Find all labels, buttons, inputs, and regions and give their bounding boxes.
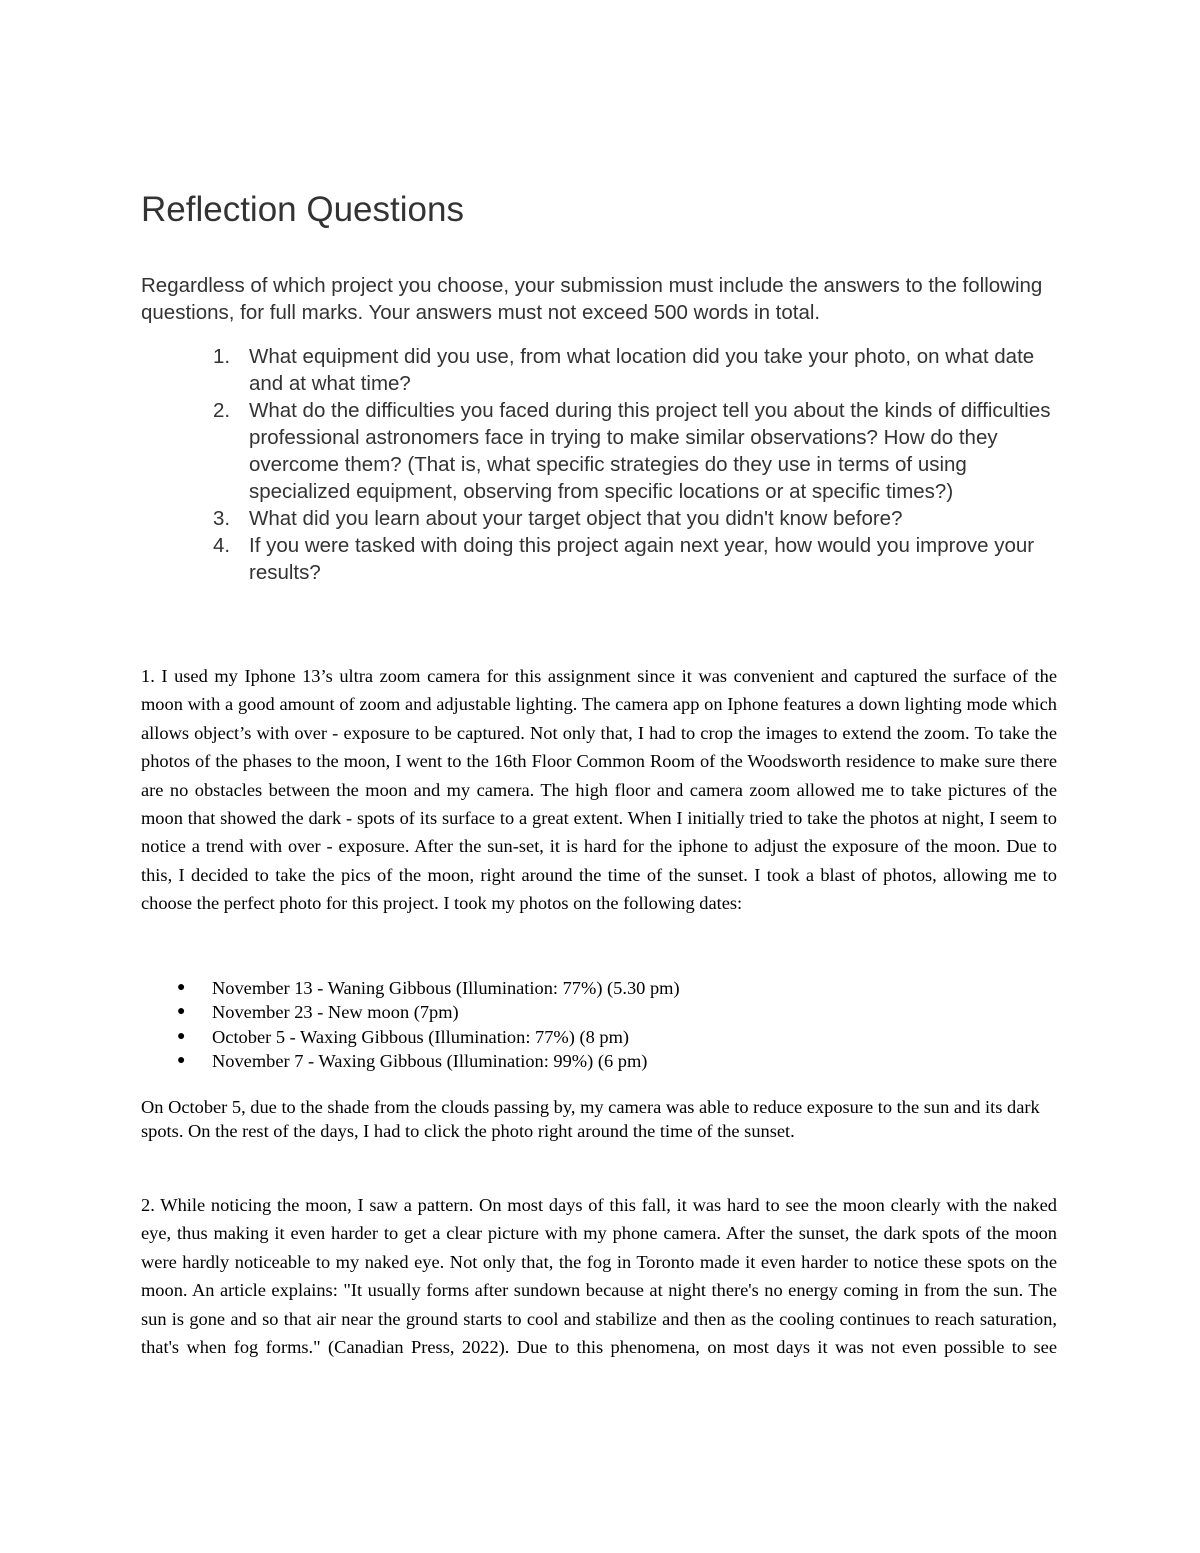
bullet-icon: ● [177,980,186,995]
question-item [141,532,1059,586]
bullet-icon: ● [177,1053,186,1069]
question-text: What equipment did you use, from what location did you take your photo, on what date and at what time? [249,345,1035,395]
question-item [141,397,1059,505]
questions-list [141,343,1059,586]
observation-dates-list [141,976,1057,1074]
date-item [141,1049,1057,1073]
bullet-icon: ● [177,1028,186,1044]
page-title: Reflection Questions [141,190,464,229]
bullet-icon: ● [177,1004,186,1020]
date-item [141,1025,1057,1049]
answer-1-paragraph: 1. I used my Iphone 13’s ultra zoom camera for this assignment since it was convenient and captured the surface of the moon with a good amount of zoom and adjustable lighting. The camera app on Iphone features a down lighting mode which allows object’s with over - exposure to be captured. Not only that, I had to crop the images to extend the zoom. To take the photos of the phases to the moon, I went to the 16th Floor Common Room of the Woodsworth residence to make sure there are no obstacles between the moon and my camera. The high floor and camera zoom allowed me to take pictures of the moon that showed the dark - spots of its surface to a great extent. When I initially tried to take the photos at night, I seem to notice a trend with over - exposure. After the sun-set, it is hard for the iphone to adjust the exposure of the moon. Due to this, I decided to take the pics of the moon, right around the time of the sunset. I took a blast of photos, allowing me to choose the perfect photo for this project. I took my photos on the following dates: [141,666,1057,914]
date-text: November 13 - Waning Gibbous (Illumination: 77%) (5.30 pm) [212,978,680,998]
intro-paragraph: Regardless of which project you choose, your submission must include the answers to the following questions, for full marks. Your answers must not exceed 500 words in total. [141,274,1043,324]
question-text: What do the difficulties you faced during this project tell you about the kinds of difficulties professional astronomers face in trying to make similar observations? How do they overcome them? (That is, what specific strategies do they use in terms of using specialized equipment, observing from specific locations or at specific times?) [249,399,1051,503]
date-text: October 5 - Waxing Gibbous (Illumination: 77%) (8 pm) [212,1026,630,1047]
question-text: If you were tasked with doing this project again next year, how would you improve your results? [249,534,1035,584]
answer-2-paragraph: 2. While noticing the moon, I saw a pattern. On most days of this fall, it was hard to see the moon clearly with the naked eye, thus making it even harder to get a clear picture with my phone camera. After the sunset, the dark spots of the moon were hardly noticeable to my naked eye. Not only that, the fog in Toronto made it even harder to notice these spots on the moon. An article explains: "It usually forms after sundown because at night there's no energy coming in from the sun. The sun is gone and so that air near the ground starts to cool and stabilize and then as the cooling continues to reach saturation, that's when fog forms." (Canadian Press, 2022). Due to this phenomena, on most days it was not even possible to see [141,1195,1057,1358]
date-item [141,1000,1057,1024]
question-text: What did you learn about your target object that you didn't know before? [249,507,903,530]
date-item [141,976,1057,1000]
date-text: November 7 - Waxing Gibbous (Illumination: 99%) (6 pm) [212,1051,648,1072]
date-text: November 23 - New moon (7pm) [212,1002,459,1023]
question-item [141,505,1059,532]
question-number: 3. [213,507,231,530]
question-number: 1. [213,345,231,368]
question-item [141,343,1059,397]
question-number: 4. [213,534,231,557]
answer-1-closing: On October 5, due to the shade from the clouds passing by, my camera was able to reduce exposure to the sun and its dark spots. On the rest of the days, I had to click the photo right around the time of the sunset. [141,1097,1040,1142]
question-number: 2. [213,399,231,422]
